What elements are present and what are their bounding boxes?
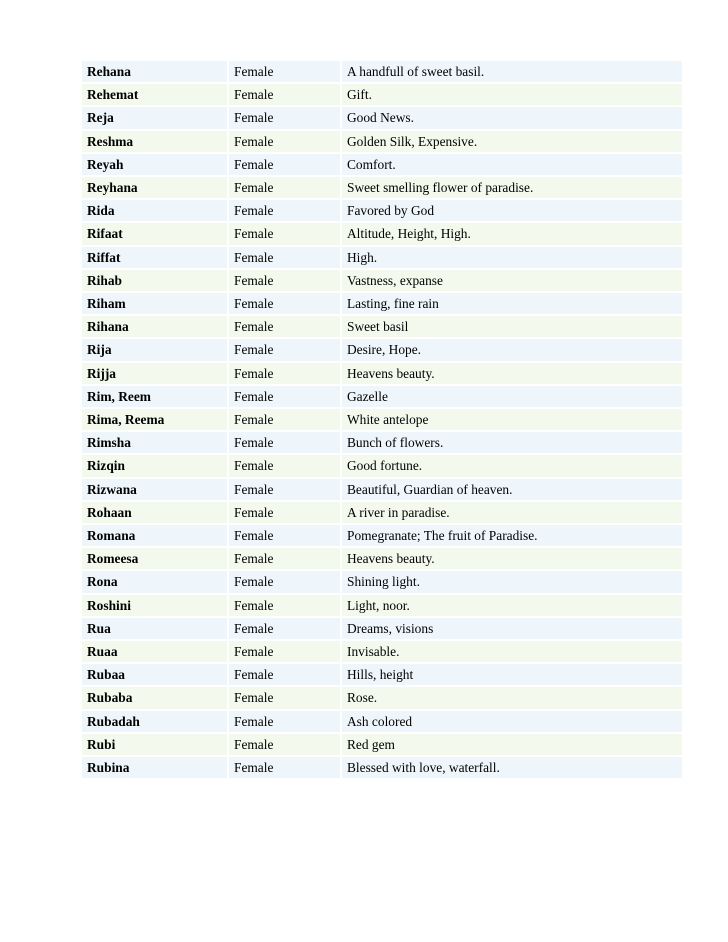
table-row [82, 363, 682, 384]
table-row [82, 270, 682, 291]
gender-cell: Female [229, 247, 340, 268]
gender-cell: Female [229, 409, 340, 430]
meaning-cell: Ash colored [342, 711, 682, 732]
table-row [82, 548, 682, 569]
meaning-cell: Comfort. [342, 154, 682, 175]
gender-cell: Female [229, 711, 340, 732]
names-table [80, 59, 684, 780]
gender-cell: Female [229, 107, 340, 128]
gender-cell: Female [229, 61, 340, 82]
name-cell: Rubaba [82, 687, 227, 708]
table-row [82, 84, 682, 105]
name-cell: Riffat [82, 247, 227, 268]
meaning-cell: Dreams, visions [342, 618, 682, 639]
name-cell: Rubi [82, 734, 227, 755]
gender-cell: Female [229, 131, 340, 152]
gender-cell: Female [229, 618, 340, 639]
meaning-cell: Sweet basil [342, 316, 682, 337]
gender-cell: Female [229, 734, 340, 755]
meaning-cell: Bunch of flowers. [342, 432, 682, 453]
gender-cell: Female [229, 525, 340, 546]
table-row [82, 247, 682, 268]
table-row [82, 641, 682, 662]
meaning-cell: Desire, Hope. [342, 339, 682, 360]
meaning-cell: A handfull of sweet basil. [342, 61, 682, 82]
name-cell: Reyah [82, 154, 227, 175]
gender-cell: Female [229, 177, 340, 198]
gender-cell: Female [229, 223, 340, 244]
name-cell: Roshini [82, 595, 227, 616]
table-row [82, 293, 682, 314]
name-cell: Reja [82, 107, 227, 128]
table-row [82, 711, 682, 732]
meaning-cell: High. [342, 247, 682, 268]
table-row [82, 502, 682, 523]
name-cell: Rubadah [82, 711, 227, 732]
meaning-cell: Beautiful, Guardian of heaven. [342, 479, 682, 500]
name-cell: Rona [82, 571, 227, 592]
name-cell: Riham [82, 293, 227, 314]
gender-cell: Female [229, 386, 340, 407]
gender-cell: Female [229, 84, 340, 105]
meaning-cell: Pomegranate; The fruit of Paradise. [342, 525, 682, 546]
table-row [82, 131, 682, 152]
name-cell: Rizqin [82, 455, 227, 476]
meaning-cell: Shining light. [342, 571, 682, 592]
table-row [82, 386, 682, 407]
meaning-cell: Good fortune. [342, 455, 682, 476]
name-cell: Rima, Reema [82, 409, 227, 430]
name-cell: Rihana [82, 316, 227, 337]
names-table-body [82, 61, 682, 778]
meaning-cell: Invisable. [342, 641, 682, 662]
name-cell: Rifaat [82, 223, 227, 244]
gender-cell: Female [229, 641, 340, 662]
gender-cell: Female [229, 200, 340, 221]
table-row [82, 432, 682, 453]
table-row [82, 107, 682, 128]
name-cell: Rehemat [82, 84, 227, 105]
meaning-cell: Light, noor. [342, 595, 682, 616]
meaning-cell: Gift. [342, 84, 682, 105]
name-cell: Ruaa [82, 641, 227, 662]
gender-cell: Female [229, 571, 340, 592]
gender-cell: Female [229, 757, 340, 778]
gender-cell: Female [229, 293, 340, 314]
meaning-cell: Gazelle [342, 386, 682, 407]
name-cell: Rizwana [82, 479, 227, 500]
gender-cell: Female [229, 154, 340, 175]
meaning-cell: Good News. [342, 107, 682, 128]
table-row [82, 409, 682, 430]
table-row [82, 525, 682, 546]
table-row [82, 455, 682, 476]
table-row [82, 61, 682, 82]
name-cell: Rubaa [82, 664, 227, 685]
table-row [82, 177, 682, 198]
gender-cell: Female [229, 270, 340, 291]
table-row [82, 618, 682, 639]
meaning-cell: Blessed with love, waterfall. [342, 757, 682, 778]
gender-cell: Female [229, 339, 340, 360]
meaning-cell: Red gem [342, 734, 682, 755]
gender-cell: Female [229, 687, 340, 708]
name-cell: Romana [82, 525, 227, 546]
meaning-cell: A river in paradise. [342, 502, 682, 523]
name-cell: Rim, Reem [82, 386, 227, 407]
table-row [82, 757, 682, 778]
table-row [82, 339, 682, 360]
table-row [82, 595, 682, 616]
name-cell: Rijja [82, 363, 227, 384]
name-cell: Reshma [82, 131, 227, 152]
meaning-cell: Lasting, fine rain [342, 293, 682, 314]
gender-cell: Female [229, 363, 340, 384]
name-cell: Rubina [82, 757, 227, 778]
meaning-cell: Altitude, Height, High. [342, 223, 682, 244]
table-row [82, 734, 682, 755]
meaning-cell: Heavens beauty. [342, 363, 682, 384]
meaning-cell: Golden Silk, Expensive. [342, 131, 682, 152]
meaning-cell: Heavens beauty. [342, 548, 682, 569]
name-cell: Rua [82, 618, 227, 639]
gender-cell: Female [229, 432, 340, 453]
meaning-cell: Rose. [342, 687, 682, 708]
table-row [82, 154, 682, 175]
name-cell: Rija [82, 339, 227, 360]
meaning-cell: Favored by God [342, 200, 682, 221]
name-cell: Reyhana [82, 177, 227, 198]
name-cell: Rohaan [82, 502, 227, 523]
gender-cell: Female [229, 502, 340, 523]
table-row [82, 316, 682, 337]
table-row [82, 200, 682, 221]
meaning-cell: White antelope [342, 409, 682, 430]
table-row [82, 479, 682, 500]
name-cell: Rihab [82, 270, 227, 291]
gender-cell: Female [229, 548, 340, 569]
name-cell: Romeesa [82, 548, 227, 569]
gender-cell: Female [229, 455, 340, 476]
name-cell: Rida [82, 200, 227, 221]
gender-cell: Female [229, 479, 340, 500]
meaning-cell: Sweet smelling flower of paradise. [342, 177, 682, 198]
name-cell: Rimsha [82, 432, 227, 453]
gender-cell: Female [229, 316, 340, 337]
table-row [82, 664, 682, 685]
meaning-cell: Hills, height [342, 664, 682, 685]
name-cell: Rehana [82, 61, 227, 82]
gender-cell: Female [229, 595, 340, 616]
table-row [82, 687, 682, 708]
meaning-cell: Vastness, expanse [342, 270, 682, 291]
table-row [82, 223, 682, 244]
table-row [82, 571, 682, 592]
gender-cell: Female [229, 664, 340, 685]
